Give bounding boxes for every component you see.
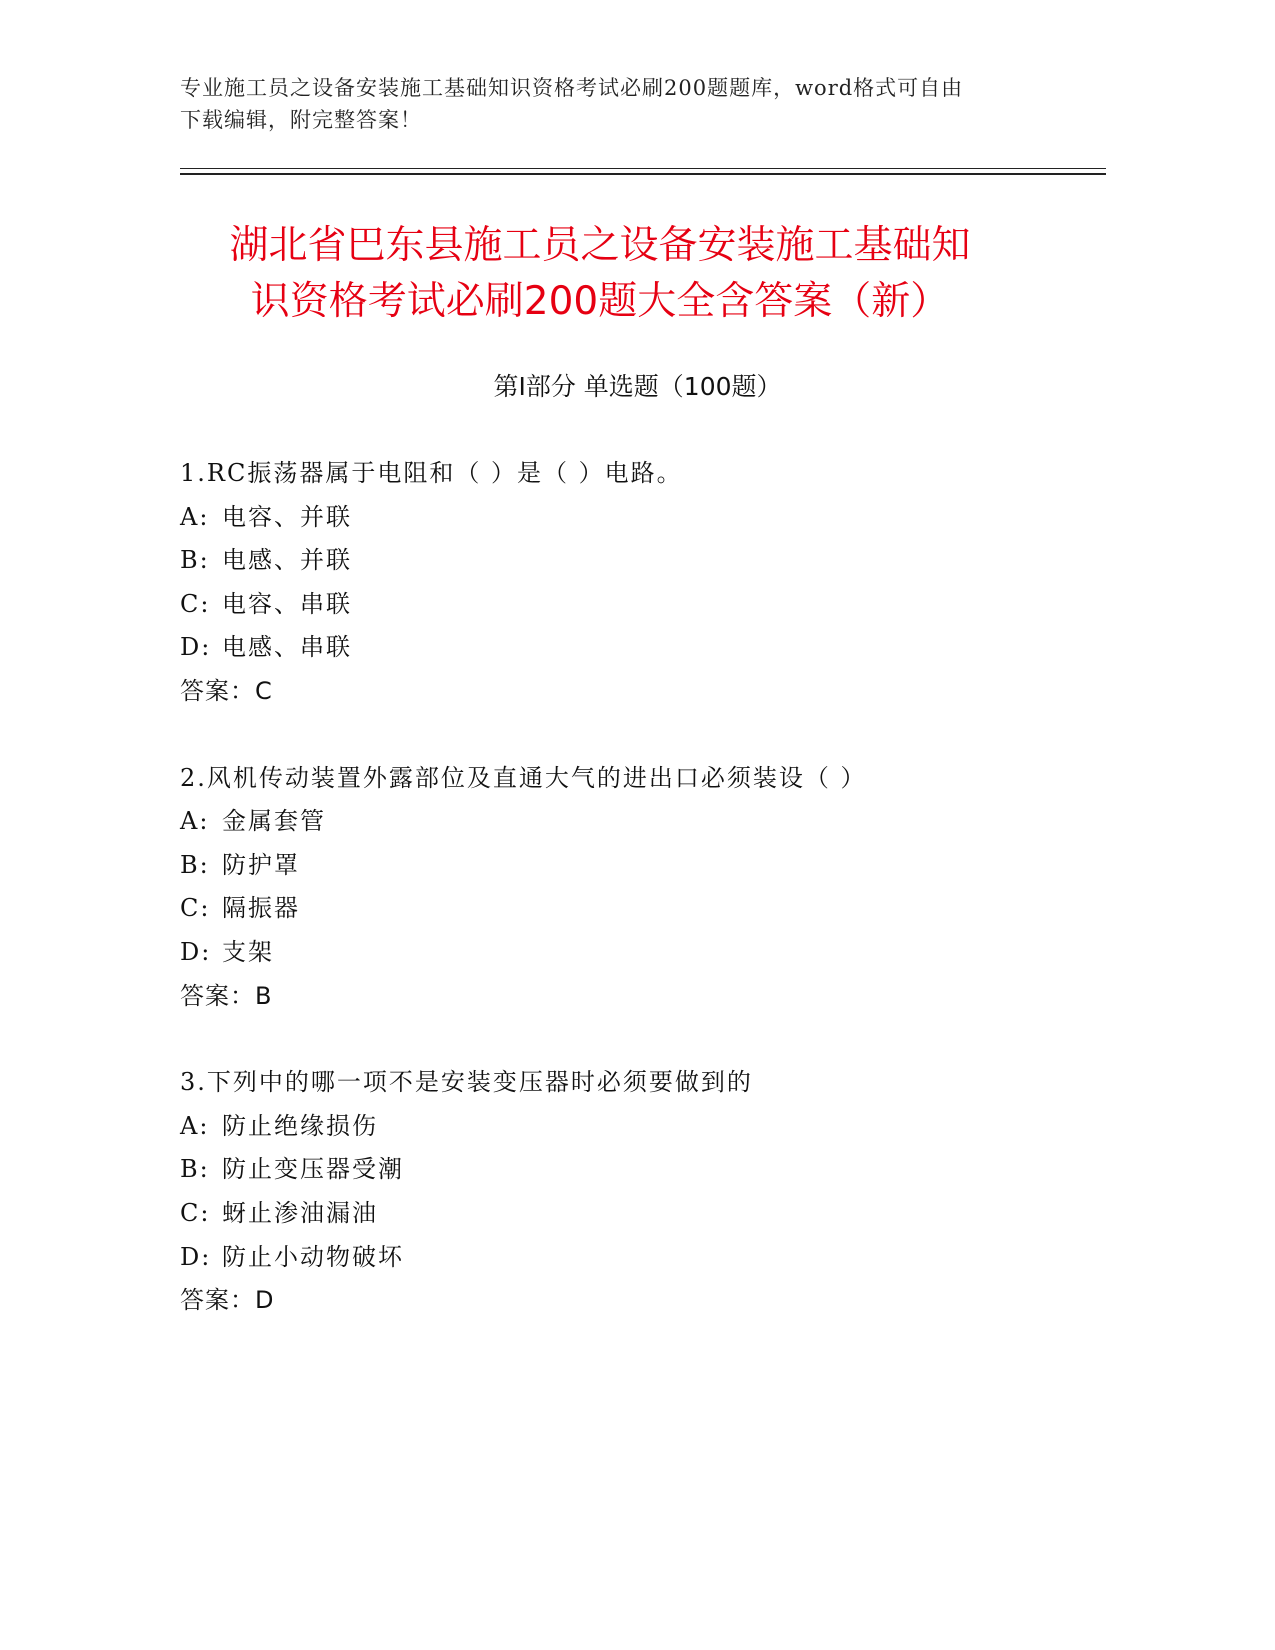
question-item — [180, 1061, 1100, 1323]
answer-line: 答案：B — [180, 981, 273, 1010]
option-label: D: — [180, 1242, 212, 1271]
option-label: B: — [180, 850, 210, 879]
header-note-line-2: 下载编辑，附完整答案！ — [180, 108, 422, 132]
question-stem: 1.RC振荡器属于电阻和（ ）是（ ）电路。 — [180, 459, 683, 487]
option-a — [180, 800, 1100, 844]
header-note — [180, 72, 1060, 136]
header-divider-thick — [180, 173, 1106, 175]
option-b — [180, 539, 1100, 583]
option-text: 蚜止渗油漏油 — [222, 1198, 378, 1227]
header-divider-thin — [180, 168, 1106, 169]
option-text: 电容、并联 — [222, 502, 352, 531]
option-label: D: — [180, 937, 212, 966]
option-c — [180, 887, 1100, 931]
option-a — [180, 496, 1100, 540]
option-b — [180, 1148, 1100, 1192]
answer-line: 答案：D — [180, 1286, 275, 1315]
option-a — [180, 1105, 1100, 1149]
option-text: 支架 — [222, 937, 274, 966]
option-label: B: — [180, 1155, 210, 1184]
document-title-line-1: 湖北省巴东县施工员之设备安装施工基础知 — [229, 223, 971, 268]
document-title — [160, 218, 1040, 330]
question-list — [180, 452, 1100, 1366]
option-label: A: — [180, 1111, 210, 1140]
option-label: B: — [180, 546, 210, 575]
option-text: 电容、串联 — [222, 589, 352, 618]
question-stem: 2.风机传动装置外露部位及直通大气的进出口必须装设（ ） — [180, 763, 867, 792]
option-b — [180, 844, 1100, 888]
option-text: 电感、并联 — [222, 546, 352, 575]
header-note-line-1: 专业施工员之设备安装施工基础知识资格考试必刷200题题库，word格式可自由 — [180, 76, 964, 100]
option-label: C: — [180, 1198, 211, 1227]
option-label: C: — [180, 894, 211, 923]
option-text: 金属套管 — [222, 807, 326, 836]
option-text: 防止变压器受潮 — [222, 1155, 404, 1184]
option-label: C: — [180, 589, 211, 618]
document-title-line-2: 识资格考试必刷200题大全含答案（新） — [250, 279, 950, 324]
option-text: 隔振器 — [222, 894, 300, 923]
option-c — [180, 1192, 1100, 1236]
option-d — [180, 931, 1100, 975]
option-text: 电感、串联 — [222, 633, 352, 662]
option-d — [180, 1236, 1100, 1280]
option-c — [180, 583, 1100, 627]
option-text: 防止小动物破坏 — [222, 1242, 404, 1271]
question-stem: 3.下列中的哪一项不是安装变压器时必须要做到的 — [180, 1068, 753, 1097]
option-text: 防止绝缘损伤 — [222, 1111, 378, 1140]
question-item — [180, 757, 1100, 1019]
option-label: A: — [180, 502, 210, 531]
answer-line: 答案：C — [180, 676, 273, 705]
option-label: D: — [180, 633, 212, 662]
question-item — [180, 452, 1100, 714]
option-label: A: — [180, 807, 210, 836]
option-d — [180, 626, 1100, 670]
option-text: 防护罩 — [222, 850, 300, 879]
section-heading: 第Ⅰ部分 单选题（100题） — [493, 372, 782, 401]
